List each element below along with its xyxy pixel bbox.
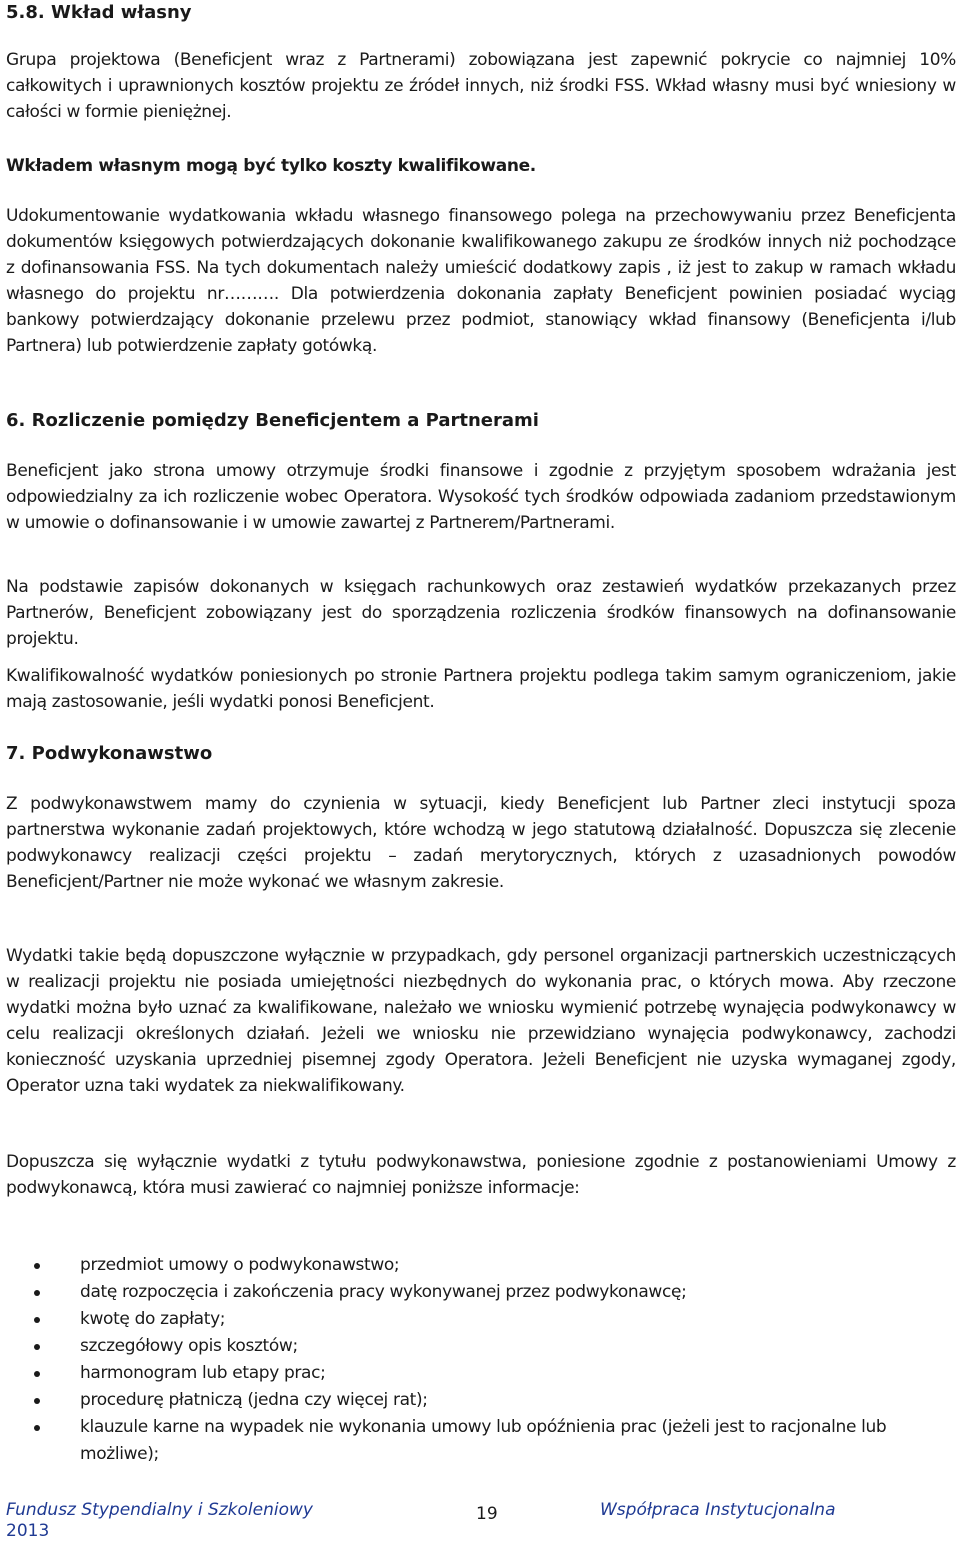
bullet-icon xyxy=(34,1290,40,1296)
requirements-list xyxy=(6,1252,956,1468)
paragraph: Wydatki takie będą dopuszczone wyłącznie w przypadkach, gdy personel organizacji partnerskich uczestniczących w realizacji projektu nie posiada umiejętności niezbędnych do wykonania prac, o których mowa. Aby rzeczone wydatki można było uznać za kwalifikowane, należało we wniosku wymienić potrzebę wynajęcia podwykonawcy w celu realizacji określonych działań. Jeżeli we wniosku nie przewidziano wynajęcia podwykonawcy, zachodzi konieczność uzyskania uprzedniej pisemnej zgody Operatora. Jeżeli Beneficjent nie uzyska wymaganej zgody, Operator uzna taki wydatek za niekwalifikowany. xyxy=(6,946,956,1096)
paragraph: Z podwykonawstwem mamy do czynienia w sytuacji, kiedy Beneficjent lub Partner zleci instytucji spoza partnerstwa wykonanie zadań projektowych, które wchodzą w jego statutową działalność. Dopuszcza się zlecenie podwykonawcy realizacji części projektu – zadań merytorycznych, których z uzasadnionych powodów Beneficjent/Partner nie może wykonać we własnym zakresie. xyxy=(6,794,956,892)
list-item: datę rozpoczęcia i zakończenia pracy wykonywanej przez podwykonawcę; xyxy=(6,1279,956,1306)
list-item: szczegółowy opis kosztów; xyxy=(6,1333,956,1360)
page-footer xyxy=(6,1500,956,1544)
bullet-icon xyxy=(34,1425,40,1431)
footer-year: 2013 xyxy=(6,1521,50,1541)
section-heading: 6. Rozliczenie pomiędzy Beneficjentem a Partnerami xyxy=(6,410,539,431)
list-item: klauzule karne na wypadek nie wykonania umowy lub opóźnienia prac (jeżeli jest to racjonalne lub możliwe); xyxy=(6,1414,956,1468)
paragraph: Dopuszcza się wyłącznie wydatki z tytułu podwykonawstwa, poniesione zgodnie z postanowieniami Umowy z podwykonawcą, która musi zawierać co najmniej poniższe informacje: xyxy=(6,1152,956,1198)
list-item: procedurę płatniczą (jedna czy więcej rat); xyxy=(6,1387,956,1414)
bullet-icon xyxy=(34,1317,40,1323)
footer-program-name: Współpraca Instytucjonalna xyxy=(600,1500,836,1520)
paragraph-bold: Wkładem własnym mogą być tylko koszty kwalifikowane. xyxy=(6,156,536,176)
paragraph: Grupa projektowa (Beneficjent wraz z Partnerami) zobowiązana jest zapewnić pokrycie co najmniej 10% całkowitych i uprawnionych kosztów projektu ze źródeł innych, niż środki FSS. Wkład własny musi być wniesiony w całości w formie pieniężnej. xyxy=(6,50,956,122)
footer-fund-title: Fundusz Stypendialny i Szkoleniowy xyxy=(6,1500,313,1520)
section-heading: 5.8. Wkład własny xyxy=(6,2,192,23)
bullet-icon xyxy=(34,1263,40,1269)
list-item: kwotę do zapłaty; xyxy=(6,1306,956,1333)
list-item: przedmiot umowy o podwykonawstwo; xyxy=(6,1252,956,1279)
bullet-icon xyxy=(34,1371,40,1377)
footer-fund-name xyxy=(6,1500,313,1542)
section-heading: 7. Podwykonawstwo xyxy=(6,743,213,764)
paragraph: Kwalifikowalność wydatków poniesionych po stronie Partnera projektu podlega takim samym ograniczeniom, jakie mają zastosowanie, jeśli wydatki ponosi Beneficjent. xyxy=(6,666,956,712)
paragraph: Beneficjent jako strona umowy otrzymuje środki finansowe i zgodnie z przyjętym sposobem wdrażania jest odpowiedzialny za ich rozliczenie wobec Operatora. Wysokość tych środków odpowiada zadaniom przedstawionym w umowie o dofinansowanie i w umowie zawartej z Partnerem/Partnerami. xyxy=(6,461,956,533)
paragraph: Udokumentowanie wydatkowania wkładu własnego finansowego polega na przechowywaniu przez Beneficjenta dokumentów księgowych potwierdzających dokonanie kwalifikowanego zakupu ze środków innych niż pochodzące z dofinansowania FSS. Na tych dokumentach należy umieścić dodatkowy zapis , iż jest to zakup w ramach wkładu własnego do projektu nr………. Dla potwierdzenia dokonania zapłaty Beneficjent powinien posiadać wyciąg bankowy potwierdzający dokonanie przelewu przez podmiot, stanowiący wkład finansowy (Beneficjenta i/lub Partnera) lub potwierdzenie zapłaty gotówką. xyxy=(6,206,956,356)
paragraph: Na podstawie zapisów dokonanych w księgach rachunkowych oraz zestawień wydatków przekazanych przez Partnerów, Beneficjent zobowiązany jest do sporządzenia rozliczenia środków finansowych na dofinansowanie projektu. xyxy=(6,577,956,649)
page-number: 19 xyxy=(476,1504,498,1524)
bullet-icon xyxy=(34,1398,40,1404)
list-item: harmonogram lub etapy prac; xyxy=(6,1360,956,1387)
section-5-8 xyxy=(6,0,956,26)
section-6 xyxy=(6,408,956,434)
bullet-icon xyxy=(34,1344,40,1350)
section-7 xyxy=(6,741,956,767)
